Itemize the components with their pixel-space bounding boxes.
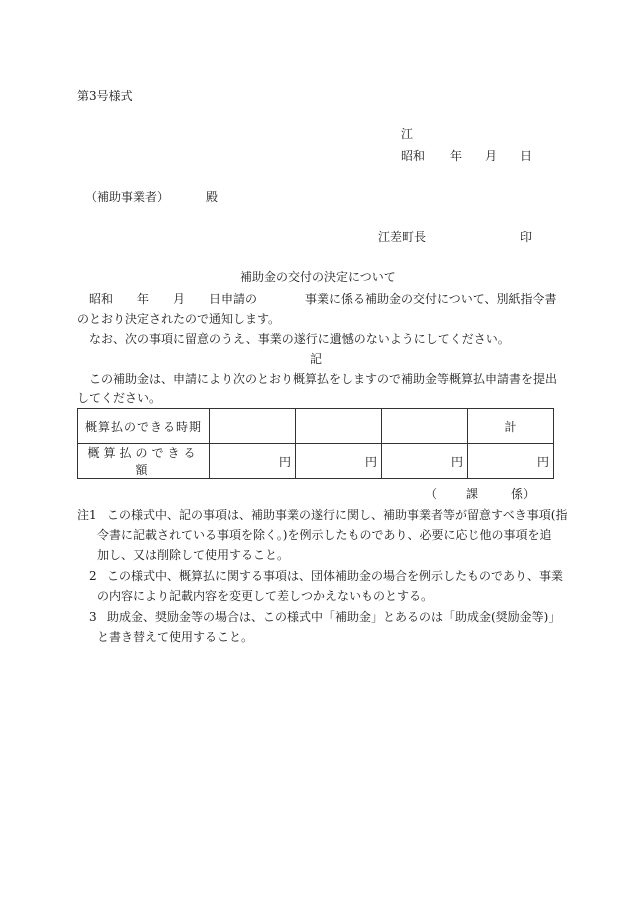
p1-era: 昭和 [89,292,114,306]
note-3-number: 3 [89,610,97,624]
p1-line2: のとおり決定されたので通知します。 [77,312,281,326]
p1-rest: 事業に係る補助金の交付について、別紙指令書 [305,292,557,306]
table-cell [296,409,382,444]
note-1-line1: この様式中、記の事項は、補助事業の遂行に関し、補助事業者等が留意すべき事項(指 [107,508,568,522]
table-row [78,409,554,444]
recipient-honorific: 殿 [206,190,219,204]
p3-line1: この補助金は、申請により次のとおり概算払をしますので補助金等概算払申請書を提出 [89,372,558,386]
date-month: 月 [485,149,498,163]
row1-label: 概算払のできる時期 [78,409,210,444]
yen-cell: 円 [210,444,296,479]
p1-day-text: 日申請の [209,292,258,306]
date-day: 日 [520,149,533,163]
yen-cell: 円 [382,444,468,479]
yen-cell: 円 [468,444,554,479]
p1-year: 年 [137,292,150,306]
row1-total: 計 [468,409,554,444]
note-2-line2: の内容により記載内容を変更して差しつかえないものとする。 [97,589,434,603]
subject-title: 補助金の交付の決定について [240,270,396,284]
note-3-line2: と書き替えて使用すること。 [97,630,254,644]
advance-payment-table [77,408,554,479]
addressee-prefix: 江 [401,127,414,141]
table-cell [382,409,468,444]
note-2-line1: この様式中、概算払に関する事項は、団体補助金の場合を例示したものであり、事業 [107,569,564,583]
note-1-line3: 加し、又は削除して使用すること。 [97,548,290,562]
yen-cell: 円 [296,444,382,479]
row2-label: 概算払のできる額 [78,444,210,479]
table-row [78,444,554,479]
section-open: （ [425,487,438,501]
recipient-label: （補助事業者） [85,190,170,204]
ki-heading: 記 [310,352,323,366]
date-year: 年 [450,149,463,163]
note-3-line1: 助成金、奨励金等の場合は、この様式中「補助金」とあるのは「助成金(奨励金等)」 [107,610,561,624]
note-2-number: 2 [89,569,97,583]
date-era: 昭和 [401,149,426,163]
body-paragraph-2: なお、次の事項に留意のうえ、事業の遂行に遺憾のないようにしてください。 [89,332,510,346]
note-1-number: 注1 [77,508,97,522]
section-kakari: 係） [511,487,536,501]
table-cell [210,409,296,444]
form-number: 第3号様式 [77,89,133,103]
p1-month: 月 [173,292,186,306]
sender-seal: 印 [520,230,533,244]
section-ka: 課 [466,487,479,501]
p3-line2: してください。 [77,391,162,405]
sender-title: 江差町長 [378,230,427,244]
note-1-line2: 令書に記載されている事項を除く。)を例示したものであり、必要に応じ他の事項を追 [97,528,552,542]
